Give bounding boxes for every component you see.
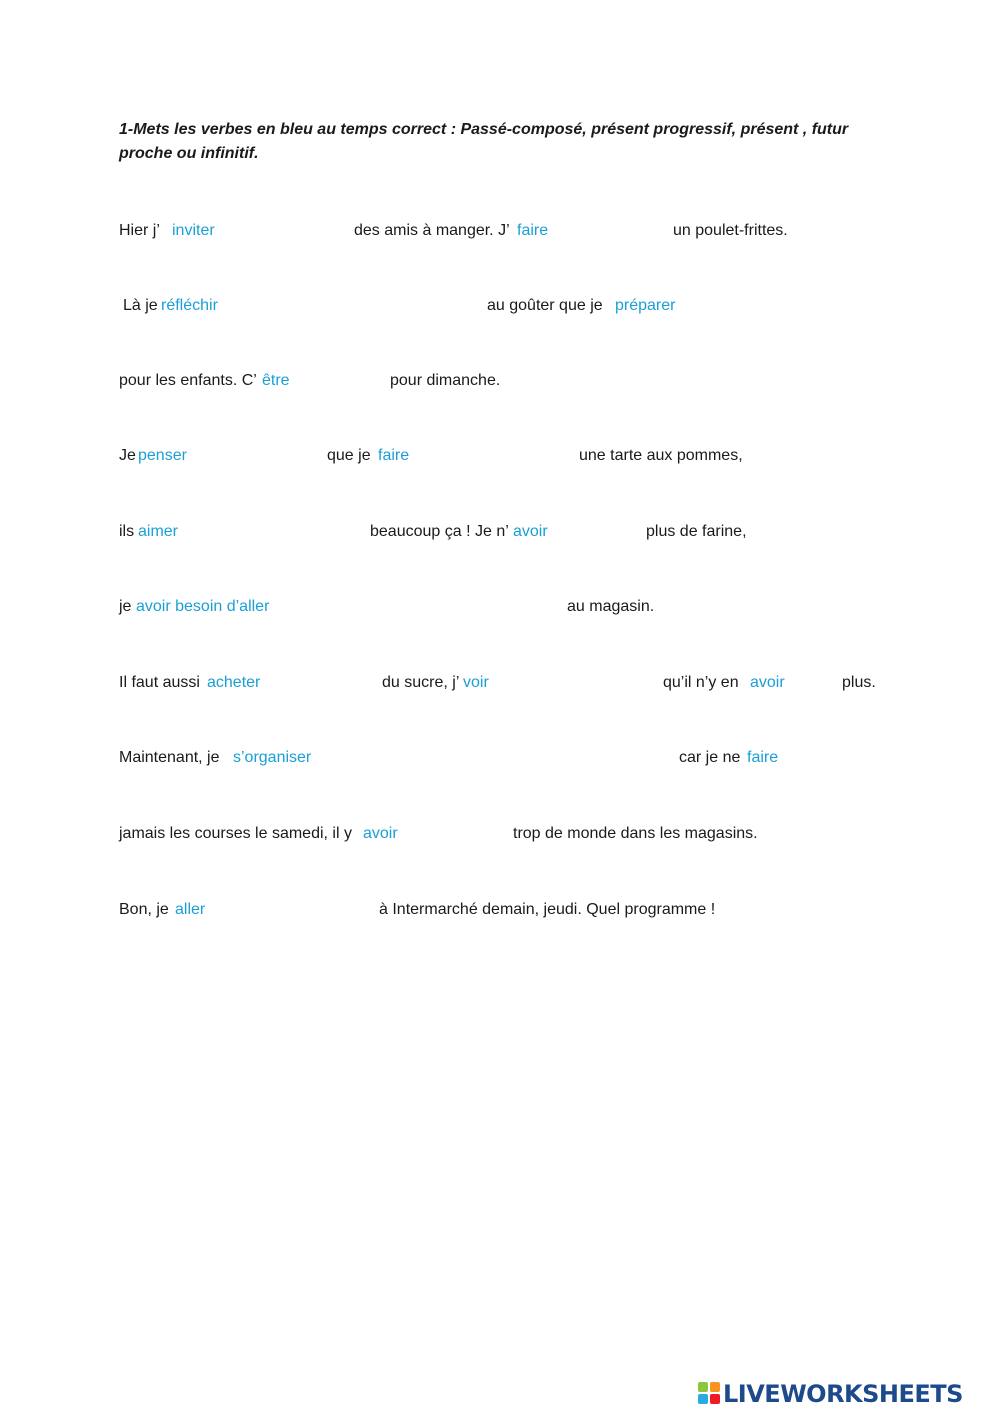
sentence-text: plus.	[842, 674, 876, 691]
answer-blank[interactable]	[300, 369, 382, 393]
sentence-line-5	[0, 520, 1000, 544]
verb-hint: avoir	[363, 825, 398, 842]
sentence-text: Il faut aussi	[119, 674, 200, 691]
verb-hint: préparer	[615, 297, 676, 314]
sentence-text: des amis à manger. J’	[354, 222, 510, 239]
answer-blank[interactable]	[794, 671, 834, 695]
sentence-line-10	[0, 898, 1000, 922]
verb-hint: voir	[463, 674, 489, 691]
answer-blank[interactable]	[188, 520, 360, 544]
answer-blank[interactable]	[688, 294, 868, 318]
sentence-text: car je ne	[679, 749, 741, 766]
answer-blank[interactable]	[788, 746, 878, 770]
answer-blank[interactable]	[322, 746, 669, 770]
sentence-text: trop de monde dans les magasins.	[513, 825, 758, 842]
sentence-text: une tarte aux pommes,	[579, 447, 743, 464]
sentence-text: je	[119, 598, 132, 615]
sentence-text: au magasin.	[567, 598, 655, 615]
sentence-text: que je	[327, 447, 371, 464]
answer-blank[interactable]	[500, 671, 655, 695]
sentence-text: pour les enfants. C’	[119, 372, 257, 389]
sentence-line-2	[0, 294, 1000, 318]
sentence-text: Je	[119, 447, 136, 464]
answer-blank[interactable]	[558, 219, 663, 243]
verb-hint: avoir	[513, 523, 548, 540]
sentence-text: Maintenant, je	[119, 749, 220, 766]
verb-hint: faire	[747, 749, 779, 766]
verb-hint: aller	[175, 901, 206, 918]
sentence-text: Bon, je	[119, 901, 169, 918]
sentence-text: Hier j’	[119, 222, 160, 239]
sentence-text: au goûter que je	[487, 297, 603, 314]
sentence-line-4	[0, 444, 1000, 468]
sentence-line-3	[0, 369, 1000, 393]
sentence-text: jamais les courses le samedi, il y	[119, 825, 352, 842]
answer-blank[interactable]	[407, 822, 504, 846]
answer-blank[interactable]	[272, 671, 372, 695]
liveworksheets-logo-text: LIVEWORKSHEETS	[723, 1380, 963, 1408]
sentence-text: plus de farine,	[646, 523, 747, 540]
sentence-line-9	[0, 822, 1000, 846]
sentence-text: du sucre, j’	[382, 674, 460, 691]
liveworksheets-logo	[698, 1380, 963, 1408]
answer-blank[interactable]	[556, 520, 638, 544]
answer-blank[interactable]	[230, 219, 345, 243]
verb-hint: réfléchir	[161, 297, 218, 314]
verb-hint: faire	[378, 447, 410, 464]
exercise-instruction: 1-Mets les verbes en bleu au temps correct : Passé-composé, présent progressif, présent , futur proche ou infinitif.	[119, 121, 849, 162]
sentence-line-1	[0, 219, 1000, 243]
verb-hint: être	[262, 372, 290, 389]
verb-hint: s’organiser	[233, 749, 312, 766]
verb-hint: avoir	[750, 674, 785, 691]
verb-hint: avoir besoin d’aller	[136, 598, 270, 615]
sentence-text: un poulet-frittes.	[673, 222, 788, 239]
sentence-line-8	[0, 746, 1000, 770]
verb-hint: penser	[138, 447, 187, 464]
sentence-text: qu’il n’y en	[663, 674, 739, 691]
sentence-text: Là je	[123, 297, 158, 314]
sentence-line-6	[0, 595, 1000, 619]
sentence-text: pour dimanche.	[390, 372, 501, 389]
answer-blank[interactable]	[232, 294, 477, 318]
liveworksheets-logo-icon	[698, 1382, 720, 1406]
verb-hint: inviter	[172, 222, 215, 239]
answer-blank[interactable]	[286, 595, 558, 619]
verb-hint: acheter	[207, 674, 261, 691]
sentence-text: beaucoup ça ! Je n’	[370, 523, 509, 540]
answer-blank[interactable]	[214, 898, 369, 922]
verb-hint: aimer	[138, 523, 179, 540]
verb-hint: faire	[517, 222, 549, 239]
sentence-text: à Intermarché demain, jeudi. Quel programme !	[379, 901, 716, 918]
answer-blank[interactable]	[418, 444, 570, 468]
sentence-line-7	[0, 671, 1000, 695]
answer-blank[interactable]	[196, 444, 318, 468]
sentence-text: ils	[119, 523, 135, 540]
